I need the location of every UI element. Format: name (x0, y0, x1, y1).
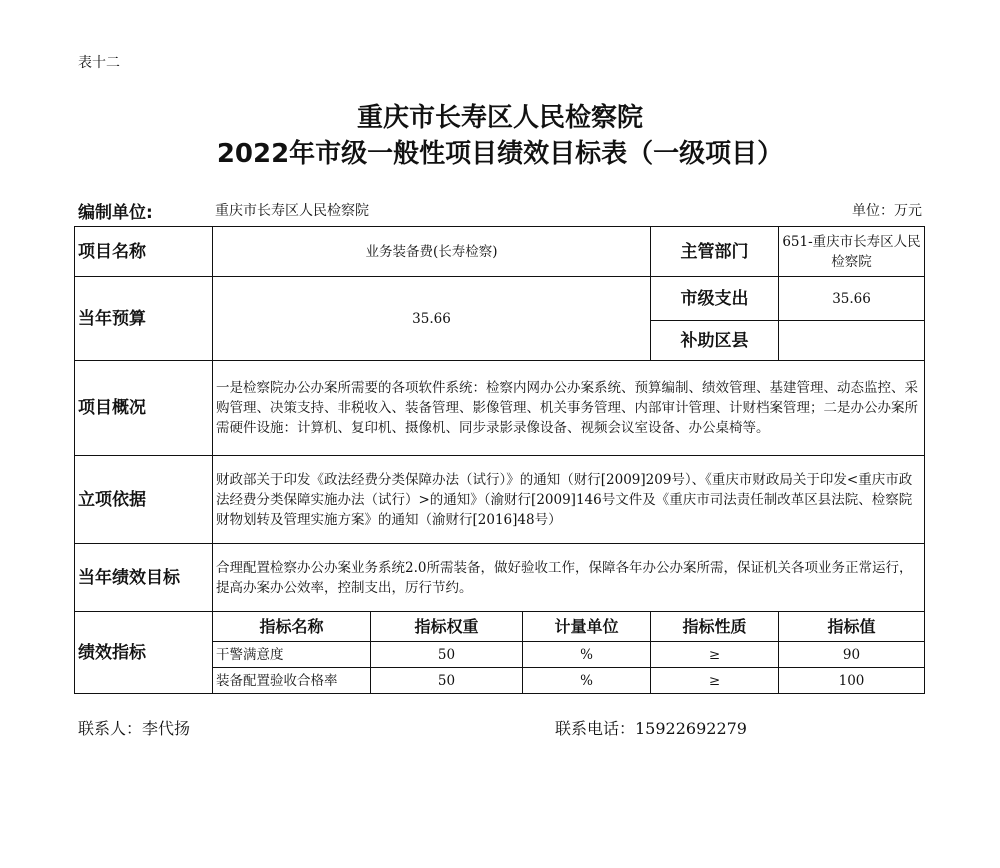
indicator-name: 干警满意度 (213, 642, 371, 668)
currency-unit: 单位：万元 (852, 203, 922, 219)
performance-table (74, 226, 925, 694)
project-name-value: 业务装备费(长寿检察) (213, 227, 651, 277)
unit-label: 编制单位: (78, 203, 153, 223)
indicator-value: 100 (779, 668, 925, 694)
indicator-header: 计量单位 (523, 612, 651, 642)
city-expenditure-label: 市级支出 (651, 277, 779, 321)
project-name-label: 项目名称 (75, 227, 213, 277)
dept-label: 主管部门 (651, 227, 779, 277)
indicator-header: 指标名称 (213, 612, 371, 642)
indicator-label: 绩效指标 (75, 612, 213, 694)
indicator-header: 指标性质 (651, 612, 779, 642)
contact-person: 联系人：李代扬 (78, 719, 191, 738)
goal-label: 当年绩效目标 (75, 544, 213, 612)
indicator-nature: ≥ (651, 642, 779, 668)
indicator-unit: % (523, 668, 651, 694)
unit-value: 重庆市长寿区人民检察院 (215, 203, 369, 219)
city-expenditure-value: 35.66 (779, 277, 925, 321)
indicator-name: 装备配置验收合格率 (213, 668, 371, 694)
indicator-unit: % (523, 642, 651, 668)
indicator-header: 指标权重 (371, 612, 523, 642)
budget-value: 35.66 (213, 277, 651, 361)
table-label: 表十二 (78, 55, 120, 71)
overview-text: 一是检察院办公办案所需要的各项软件系统：检察内网办公办案系统、预算编制、绩效管理、基建管理、动态监控、采购管理、决策支持、非税收入、装备管理、影像管理、机关事务管理、内部审计管理、计财档案管理；二是办公办案所需硬件设施：计算机、复印机、摄像机、同步录影录像设备、视频会议室设备、办公桌椅等。 (213, 361, 925, 456)
overview-label: 项目概况 (75, 361, 213, 456)
page-subtitle: 2022年市级一般性项目绩效目标表（一级项目） (216, 139, 784, 169)
indicator-header: 指标值 (779, 612, 925, 642)
subsidy-value (779, 321, 925, 361)
goal-text: 合理配置检察办公办案业务系统2.0所需装备，做好验收工作，保障各年办公办案所需，保证机关各项业务正常运行，提高办案办公效率，控制支出，厉行节约。 (213, 544, 925, 612)
basis-text: 财政部关于印发《政法经费分类保障办法（试行）》的通知（财行[2009]209号）、《重庆市财政局关于印发<重庆市政法经费分类保障实施办法（试行）>的通知》（渝财行[2009]146号文件及《重庆市司法责任制改革区县法院、检察院财物划转及管理实施方案》的通知（渝财行[2016]48号） (213, 456, 925, 544)
indicator-value: 90 (779, 642, 925, 668)
basis-label: 立项依据 (75, 456, 213, 544)
subsidy-label: 补助区县 (651, 321, 779, 361)
budget-label: 当年预算 (75, 277, 213, 361)
page-title: 重庆市长寿区人民检察院 (356, 103, 643, 133)
indicator-weight: 50 (371, 642, 523, 668)
indicator-weight: 50 (371, 668, 523, 694)
contact-phone: 联系电话：15922692279 (555, 719, 747, 738)
indicator-nature: ≥ (651, 668, 779, 694)
dept-value: 651-重庆市长寿区人民检察院 (779, 227, 925, 277)
